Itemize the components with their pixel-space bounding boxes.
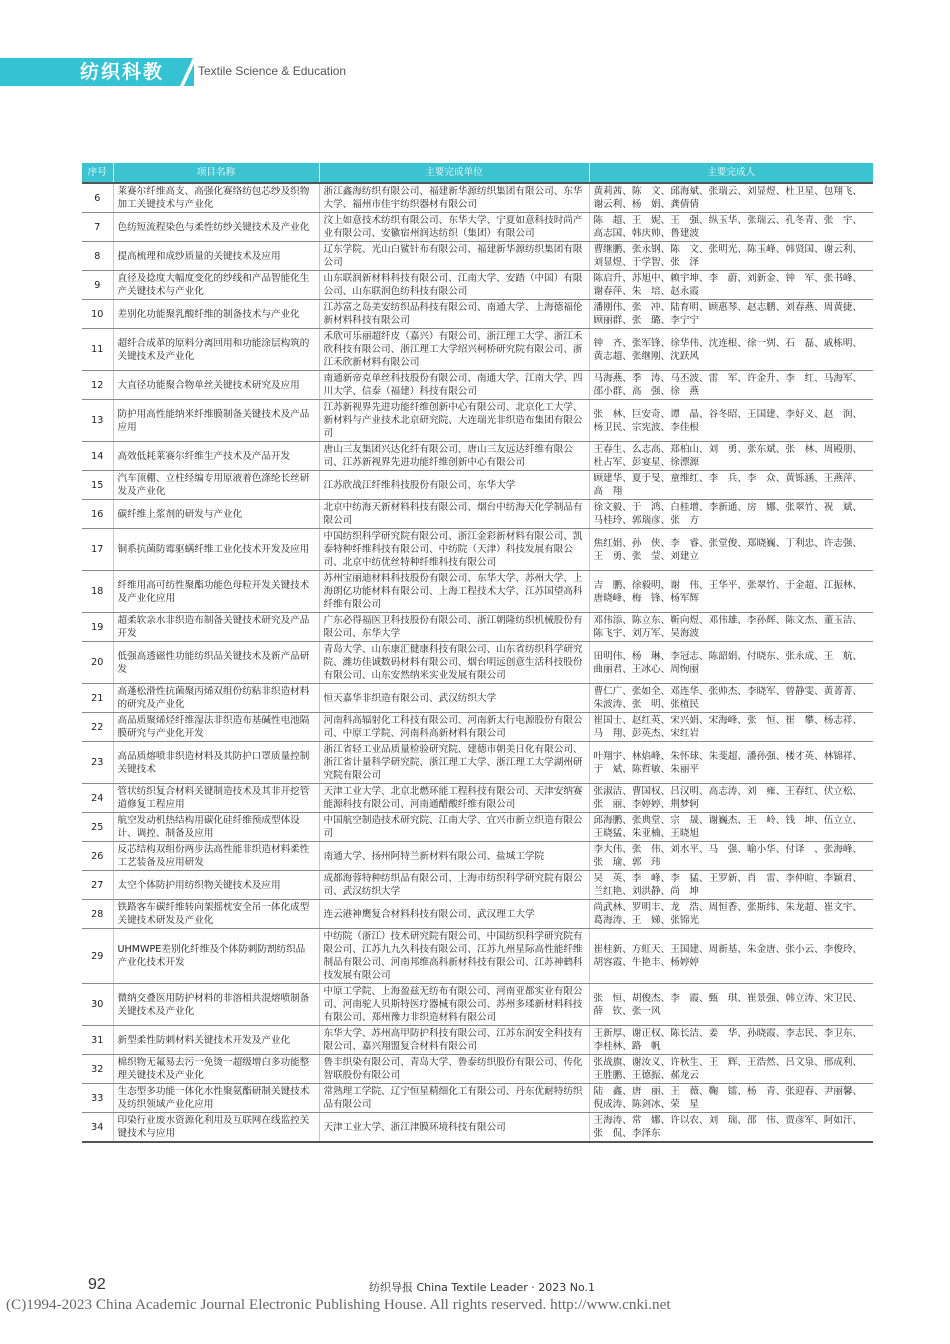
table-row (82, 813, 873, 842)
project-name: 纤维用高可纺性聚酯功能色母粒开发关键技术及产业化应用 (113, 571, 319, 613)
project-name: UHMWPE差别化纤维及个体防刺防割纺织品产业化技术开发 (113, 929, 319, 984)
table-row (82, 842, 873, 871)
completion-persons: 尚武林、罗明丰、龙 浩、周恒香、张斯纬、朱龙超、崔文宇、葛海涛、王 娣、张锦光 (589, 900, 873, 929)
table-row (82, 271, 873, 300)
header-project: 项目名称 (113, 163, 319, 183)
completion-persons: 曹继鹏、张永钢、陈 文、张明光、陈玉峰、韩贤国、谢云利、刘显煜、于学智、张 泽 (589, 242, 873, 271)
completion-persons: 吉 鹏、徐毅明、谢 伟、王华平、张翠竹、于金超、江振林、唐晓峰、梅 锋、杨军辉 (589, 571, 873, 613)
project-name: 大直径功能聚合物单丝关键技术研究及应用 (113, 371, 319, 400)
completion-units: 连云港神鹰复合材料科技有限公司、武汉理工大学 (319, 900, 589, 929)
table-row (82, 183, 873, 213)
row-index: 18 (82, 571, 113, 613)
completion-units: 中国纺织科学研究院有限公司、浙江金彩新材料有限公司、凯泰特种纤维科技有限公司、中纺院（天津）科技发展有限公司、北京中纺优丝特种纤维科技有限公司 (319, 529, 589, 571)
section-title: 纺织科教 (80, 61, 165, 83)
row-index: 33 (82, 1084, 113, 1113)
completion-units: 辽东学院、光山白鲨针布有限公司、福建新华源纺织集团有限公司 (319, 242, 589, 271)
table-row (82, 1084, 873, 1113)
row-index: 29 (82, 929, 113, 984)
completion-units: 山东联润新材料科技有限公司、江南大学、安踏（中国）有限公司、山东联润色纺科技有限公司 (319, 271, 589, 300)
row-index: 27 (82, 871, 113, 900)
project-name: 超柔软亲水非织造布制备关键技术研究及产品开发 (113, 613, 319, 642)
completion-units: 成都海蓉特种纺织品有限公司、上海市纺织科学研究院有限公司、武汉纺织大学 (319, 871, 589, 900)
page-number: 92 (88, 1276, 106, 1293)
completion-units: 江苏欣战江纤维科技股份有限公司、东华大学 (319, 471, 589, 500)
banner-separator (180, 58, 194, 86)
project-name: 汽车顶棚、立柱经编专用原液着色涤纶长丝研发及产业化 (113, 471, 319, 500)
table-row (82, 442, 873, 471)
row-index: 34 (82, 1113, 113, 1143)
project-name: 提高梳理和成纱质量的关键技术及应用 (113, 242, 319, 271)
completion-units: 天津工业大学、北京北燃环能工程科技有限公司、天津安纳赛能源科技有限公司、河南通醋酸纤维有限公司 (319, 784, 589, 813)
project-name: 印染行业废水资源化利用及互联网在线监控关键技术与应用 (113, 1113, 319, 1143)
completion-persons: 张 林、巨安奇、谭 晶、谷冬昭、王国建、李好义、赵 润、杨卫民、宗宪波、李佳根 (589, 400, 873, 442)
header-index: 序号 (82, 163, 113, 183)
project-name: 高蓬松滑性抗菌聚丙烯双组份纺粘非织造材料的研究及产业化 (113, 684, 319, 713)
table-row (82, 213, 873, 242)
completion-persons: 张战旗、谢汝义、许秋生、王 辉、王浩然、吕文泉、邢成利、王胜鹏、王德振、郝龙云 (589, 1055, 873, 1084)
row-index: 8 (82, 242, 113, 271)
project-name: 高效低耗莱赛尔纤维生产技术及产品开发 (113, 442, 319, 471)
completion-persons: 崔桂新、方虹天、王国建、周新基、朱金唐、张小云、李俊玲、胡容霞、牛艳丰、杨婷婷 (589, 929, 873, 984)
project-name: 太空个体防护用纺织物关键技术及应用 (113, 871, 319, 900)
row-index: 19 (82, 613, 113, 642)
row-index: 25 (82, 813, 113, 842)
completion-persons: 邱海鹏、张典堂、宗 晟、谢巍杰、王 岭、钱 坤、伍立立、王晓猛、朱亚楠、王晓旭 (589, 813, 873, 842)
project-name: 直径及捻度大幅度变化的纱线和产品智能化生产关键技术与产业化 (113, 271, 319, 300)
project-name: 微纳交叠医用防护材料的非溶相共混熔喷制备关键技术及产业化 (113, 984, 319, 1026)
completion-persons: 曹仁广、张如全、邓连华、张帅杰、李晓军、曾静雯、黄菁菁、朱波涛、张 明、张植民 (589, 684, 873, 713)
row-index: 32 (82, 1055, 113, 1084)
completion-units: 中原工学院、上海盈兹无纺布有限公司、河南亚都实业有限公司、河南驼人贝斯特医疗器械有限公司、苏州多瑈新材料科技有限公司、郑州豫力非织造材料有限公司 (319, 984, 589, 1026)
project-name: 生态型多功能一体化水性聚氨酯研制关键技术及纺织领域产业化应用 (113, 1084, 319, 1113)
table-row (82, 1113, 873, 1143)
table-row (82, 742, 873, 784)
completion-persons: 王春生、么志高、郑柏山、刘 勇、张东斌、张 林、周殿朋、杜占军、彭宴星、徐漂源 (589, 442, 873, 471)
completion-units: 南通大学、扬州阿特兰新材料有限公司、盐城工学院 (319, 842, 589, 871)
completion-persons: 崔国士、赵红英、宋兴娟、宋海峰、张 恒、崔 攀、杨志祥、马 翔、彭英杰、宋红岩 (589, 713, 873, 742)
completion-units: 苏州宝丽迪材料科技股份有限公司、东华大学、苏州大学、上海朗亿功能材料有限公司、上海工程技术大学、江苏国望高科纤维有限公司 (319, 571, 589, 613)
row-index: 30 (82, 984, 113, 1026)
row-index: 21 (82, 684, 113, 713)
table-row (82, 1026, 873, 1055)
completion-persons: 潘刚伟、张 冲、陆育明、顾惠琴、赵志鹏、刘春燕、周黄捷、顾丽群、张 璐、李宁宁 (589, 300, 873, 329)
table-row (82, 242, 873, 271)
row-index: 17 (82, 529, 113, 571)
table-row (82, 784, 873, 813)
completion-persons: 王海涛、常 娜、许以农、刘 瑞、邵 伟、贾彦军、阿如汗、张 侃、李泽东 (589, 1113, 873, 1143)
project-name: 低强高透磁性功能纺织品关键技术及新产品研发 (113, 642, 319, 684)
completion-units: 江苏新视界先进功能纤维创新中心有限公司、北京化工大学、新材料与产业技术北京研究院、大连瑞光非织造布集团有限公司 (319, 400, 589, 442)
completion-persons: 陈 超、王 妮、王 强、纵玉华、张瑞云、孔冬青、张 宇、高志国、韩庆帅、鲁建波 (589, 213, 873, 242)
completion-units: 浙江鑫海纺织有限公司、福建新华源纺织集团有限公司、东华大学、福州市佳宇纺织器材有限公司 (319, 183, 589, 213)
completion-persons: 马海燕、季 涛、马丕波、雷 军、许金升、李 红、马海军、邵小群、高 强、徐 燕 (589, 371, 873, 400)
completion-units: 恒天嘉华非织造有限公司、武汉纺织大学 (319, 684, 589, 713)
row-index: 20 (82, 642, 113, 684)
completion-units: 河南科高辐射化工科技有限公司、河南新太行电源股份有限公司、中原工学院、河南科高新材料有限公司 (319, 713, 589, 742)
completion-units: 鲁丰织染有限公司、青岛大学、鲁泰纺织股份有限公司、传化智联股份有限公司 (319, 1055, 589, 1084)
table-row (82, 300, 873, 329)
table-row (82, 642, 873, 684)
completion-persons: 顾建华、夏于旻、童维红、李 兵、李 众、黄铄涵、王燕萍、高 翔 (589, 471, 873, 500)
row-index: 14 (82, 442, 113, 471)
row-index: 9 (82, 271, 113, 300)
table-row (82, 400, 873, 442)
row-index: 23 (82, 742, 113, 784)
row-index: 7 (82, 213, 113, 242)
project-name: 高品质聚烯烃纤维湿法非织造布基碱性电池隔膜研究与产业化开发 (113, 713, 319, 742)
table-row (82, 1055, 873, 1084)
table-row (82, 471, 873, 500)
table-row (82, 984, 873, 1026)
completion-persons: 田明伟、杨 琳、李冠志、陈韶娟、付晓东、张永成、王 航、曲丽君、王冰心、周恂丽 (589, 642, 873, 684)
completion-persons: 张淑洁、曹国权、吕汉明、高志涛、刘 雍、王春红、伏立松、张 丽、李婷婷、荆梦轲 (589, 784, 873, 813)
table-header-row (82, 163, 873, 183)
project-name: 反芯结构双组份两步法高性能非织造材料柔性工艺装备及应用研发 (113, 842, 319, 871)
table-row (82, 684, 873, 713)
completion-persons: 吴 英、李 峰、李 猛、王罗新、肖 雷、李仲暄、李颖君、兰红艳、刘洪静、尚 坤 (589, 871, 873, 900)
project-name: 铜系抗菌防霉驱螨纤维工业化技术开发及应用 (113, 529, 319, 571)
completion-persons: 叶翔宇、林焰峰、朱怀球、朱斐超、潘孙强、楼才英、林锦祥、于 斌、陈哲敏、朱丽平 (589, 742, 873, 784)
project-name: 防护用高性能纳米纤维膜制备关键技术及产品应用 (113, 400, 319, 442)
row-index: 28 (82, 900, 113, 929)
completion-persons: 黄莉茜、陈 文、邱海斌、张瑞云、刘显煜、杜卫星、包翔飞、谢云利、杨 娟、龚倩倩 (589, 183, 873, 213)
row-index: 10 (82, 300, 113, 329)
table-row (82, 871, 873, 900)
completion-units: 浙江省轻工业品质量检验研究院、建德市朝美日化有限公司、浙江省计量科学研究院、浙江理工大学、浙江理工大学湖州研究院有限公司 (319, 742, 589, 784)
project-name: 管状纺织复合材料关键制造技术及其非开挖管道修复工程应用 (113, 784, 319, 813)
project-name: 超纤合成革的原料分离回用和功能涂层构筑的关键技术及产业化 (113, 329, 319, 371)
table-row (82, 900, 873, 929)
table-row (82, 713, 873, 742)
completion-units: 青岛大学、山东康汇健康科技有限公司、山东省纺织科学研究院、潍坊佳诚数码材料有限公司、烟台明远创意生活科技股份有限公司、山东安然纳米实业发展有限公司 (319, 642, 589, 684)
table-body (82, 183, 873, 1142)
completion-units: 中国航空制造技术研究院、江南大学、宜兴市新立织造有限公司 (319, 813, 589, 842)
copyright-notice: (C)1994-2023 China Academic Journal Electronic Publishing House. All rights reserved. http://www.cnki.net (6, 1296, 671, 1313)
row-index: 31 (82, 1026, 113, 1055)
completion-units: 中纺院（浙江）技术研究院有限公司、中国纺织科学研究院有限公司、江苏九九久科技有限公司、江苏九州星际高性能纤维制品有限公司、河南邦维高科新材科技有限公司、江苏神鹤科技发展有限公司 (319, 929, 589, 984)
completion-persons: 钟 齐、张军锋、徐华伟、沈连根、徐一刿、石 磊、戚栋明、黄志超、张继刚、沈跃风 (589, 329, 873, 371)
row-index: 16 (82, 500, 113, 529)
row-index: 12 (82, 371, 113, 400)
completion-persons: 张 恒、胡俊杰、李 霞、甄 琪、崔景强、韩立涛、宋卫民、薛 钦、张一风 (589, 984, 873, 1026)
table-row (82, 371, 873, 400)
completion-persons: 焦红娟、孙 侠、李 睿、张堂俊、郑晓巍、丁利忠、许志强、王 勇、张 莹、刘建立 (589, 529, 873, 571)
project-name: 新型柔性防刺材料关键技术开发及产业化 (113, 1026, 319, 1055)
project-name: 高品质熔喷非织造材料及其防护口罩质量控制关键技术 (113, 742, 319, 784)
project-name: 铁路客车碳纤维转向架摇枕安全吊一体化成型关键技术研发及产业化 (113, 900, 319, 929)
row-index: 11 (82, 329, 113, 371)
project-name: 航空发动机热结构用碳化硅纤维预成型体设计、调控、制备及应用 (113, 813, 319, 842)
row-index: 22 (82, 713, 113, 742)
project-name: 色纺短流程染色与柔性纺纱关键技术及产业化 (113, 213, 319, 242)
completion-units: 广东必得福医卫科技股份有限公司、浙江朝隆纺织机械股份有限公司、东华大学 (319, 613, 589, 642)
table-row (82, 613, 873, 642)
table-row (82, 529, 873, 571)
completion-persons: 陈启升、苏旭中、赖宇坤、李 蔚、刘新金、钟 军、张书峰、谢春萍、朱 培、赵永霞 (589, 271, 873, 300)
completion-units: 北京中纺海天新材料科技有限公司、烟台中纺海天化学制品有限公司 (319, 500, 589, 529)
completion-units: 天津工业大学、浙江津膜环境科技有限公司 (319, 1113, 589, 1143)
project-name: 碳纤维上浆剂的研发与产业化 (113, 500, 319, 529)
row-index: 26 (82, 842, 113, 871)
project-name: 莱赛尔纤维高支、高强化赛络纺包芯纱及织物加工关键技术与产业化 (113, 183, 319, 213)
completion-persons: 王新厚、谢正权、陈长洁、姜 华、孙晓霞、李志民、李卫东、李桂林、路 帆 (589, 1026, 873, 1055)
completion-units: 常熟理工学院、辽宁恒星精细化工有限公司、丹东优耐特纺织品有限公司 (319, 1084, 589, 1113)
table-row (82, 929, 873, 984)
row-index: 13 (82, 400, 113, 442)
completion-units: 东华大学、苏州高甲防护科技有限公司、江苏东润安全科技有限公司、嘉兴翔盟复合材料有限公司 (319, 1026, 589, 1055)
project-name: 棉织物无氟易去污一免烫一超级增白多功能整理关键技术及产业化 (113, 1055, 319, 1084)
completion-persons: 邓伟添、陈立东、靳向煜、邓伟雄、李孙辉、陈文杰、董玉洁、陈飞宇、刘万军、吴海波 (589, 613, 873, 642)
table-row (82, 329, 873, 371)
completion-persons: 徐文毅、于 鸿、白桂增、李新通、房 娜、张翠竹、祝 斌、马桂玲、郭瑞彦、张 方 (589, 500, 873, 529)
completion-units: 禾欣可乐丽超纤皮（嘉兴）有限公司、浙江理工大学、浙江禾欣科技有限公司、浙江理工大学绍兴柯桥研究院有限公司、浙江禾欣新材料有限公司 (319, 329, 589, 371)
completion-persons: 陆 鑫、唐 丽、王 薇、鞠 镭、杨 青、张迎春、尹丽馨、倪成涛、陈剑冰、荣 星 (589, 1084, 873, 1113)
header-units: 主要完成单位 (319, 163, 589, 183)
row-index: 24 (82, 784, 113, 813)
completion-units: 江苏富之岛美安纺织品科技有限公司、南通大学、上海德福伦新材料科技有限公司 (319, 300, 589, 329)
project-name: 差别化功能聚乳酸纤维的制备技术与产业化 (113, 300, 319, 329)
header-persons: 主要完成人 (589, 163, 873, 183)
row-index: 15 (82, 471, 113, 500)
completion-units: 唐山三友集团兴达化纤有限公司、唐山三友远达纤维有限公司、江苏新视界先进功能纤维创新中心有限公司 (319, 442, 589, 471)
row-index: 6 (82, 183, 113, 213)
completion-units: 汶上如意技术纺织有限公司、东华大学、宁夏如意科技时尚产业有限公司、安徽宿州润达纺织（集团）有限公司 (319, 213, 589, 242)
completion-persons: 李大伟、张 伟、刘水平、马 强、喻小华、付译 、张海峰、张 瑜、郭 玮 (589, 842, 873, 871)
section-subtitle: Textile Science & Education (198, 64, 347, 78)
completion-units: 南通新帝克单丝科技股份有限公司、南通大学、江南大学、四川大学、信泰（福建）科技有限公司 (319, 371, 589, 400)
table-row (82, 571, 873, 613)
award-table (82, 163, 873, 1143)
table-row (82, 500, 873, 529)
journal-info: 纺织导报 China Textile Leader · 2023 No.1 (369, 1281, 595, 1294)
